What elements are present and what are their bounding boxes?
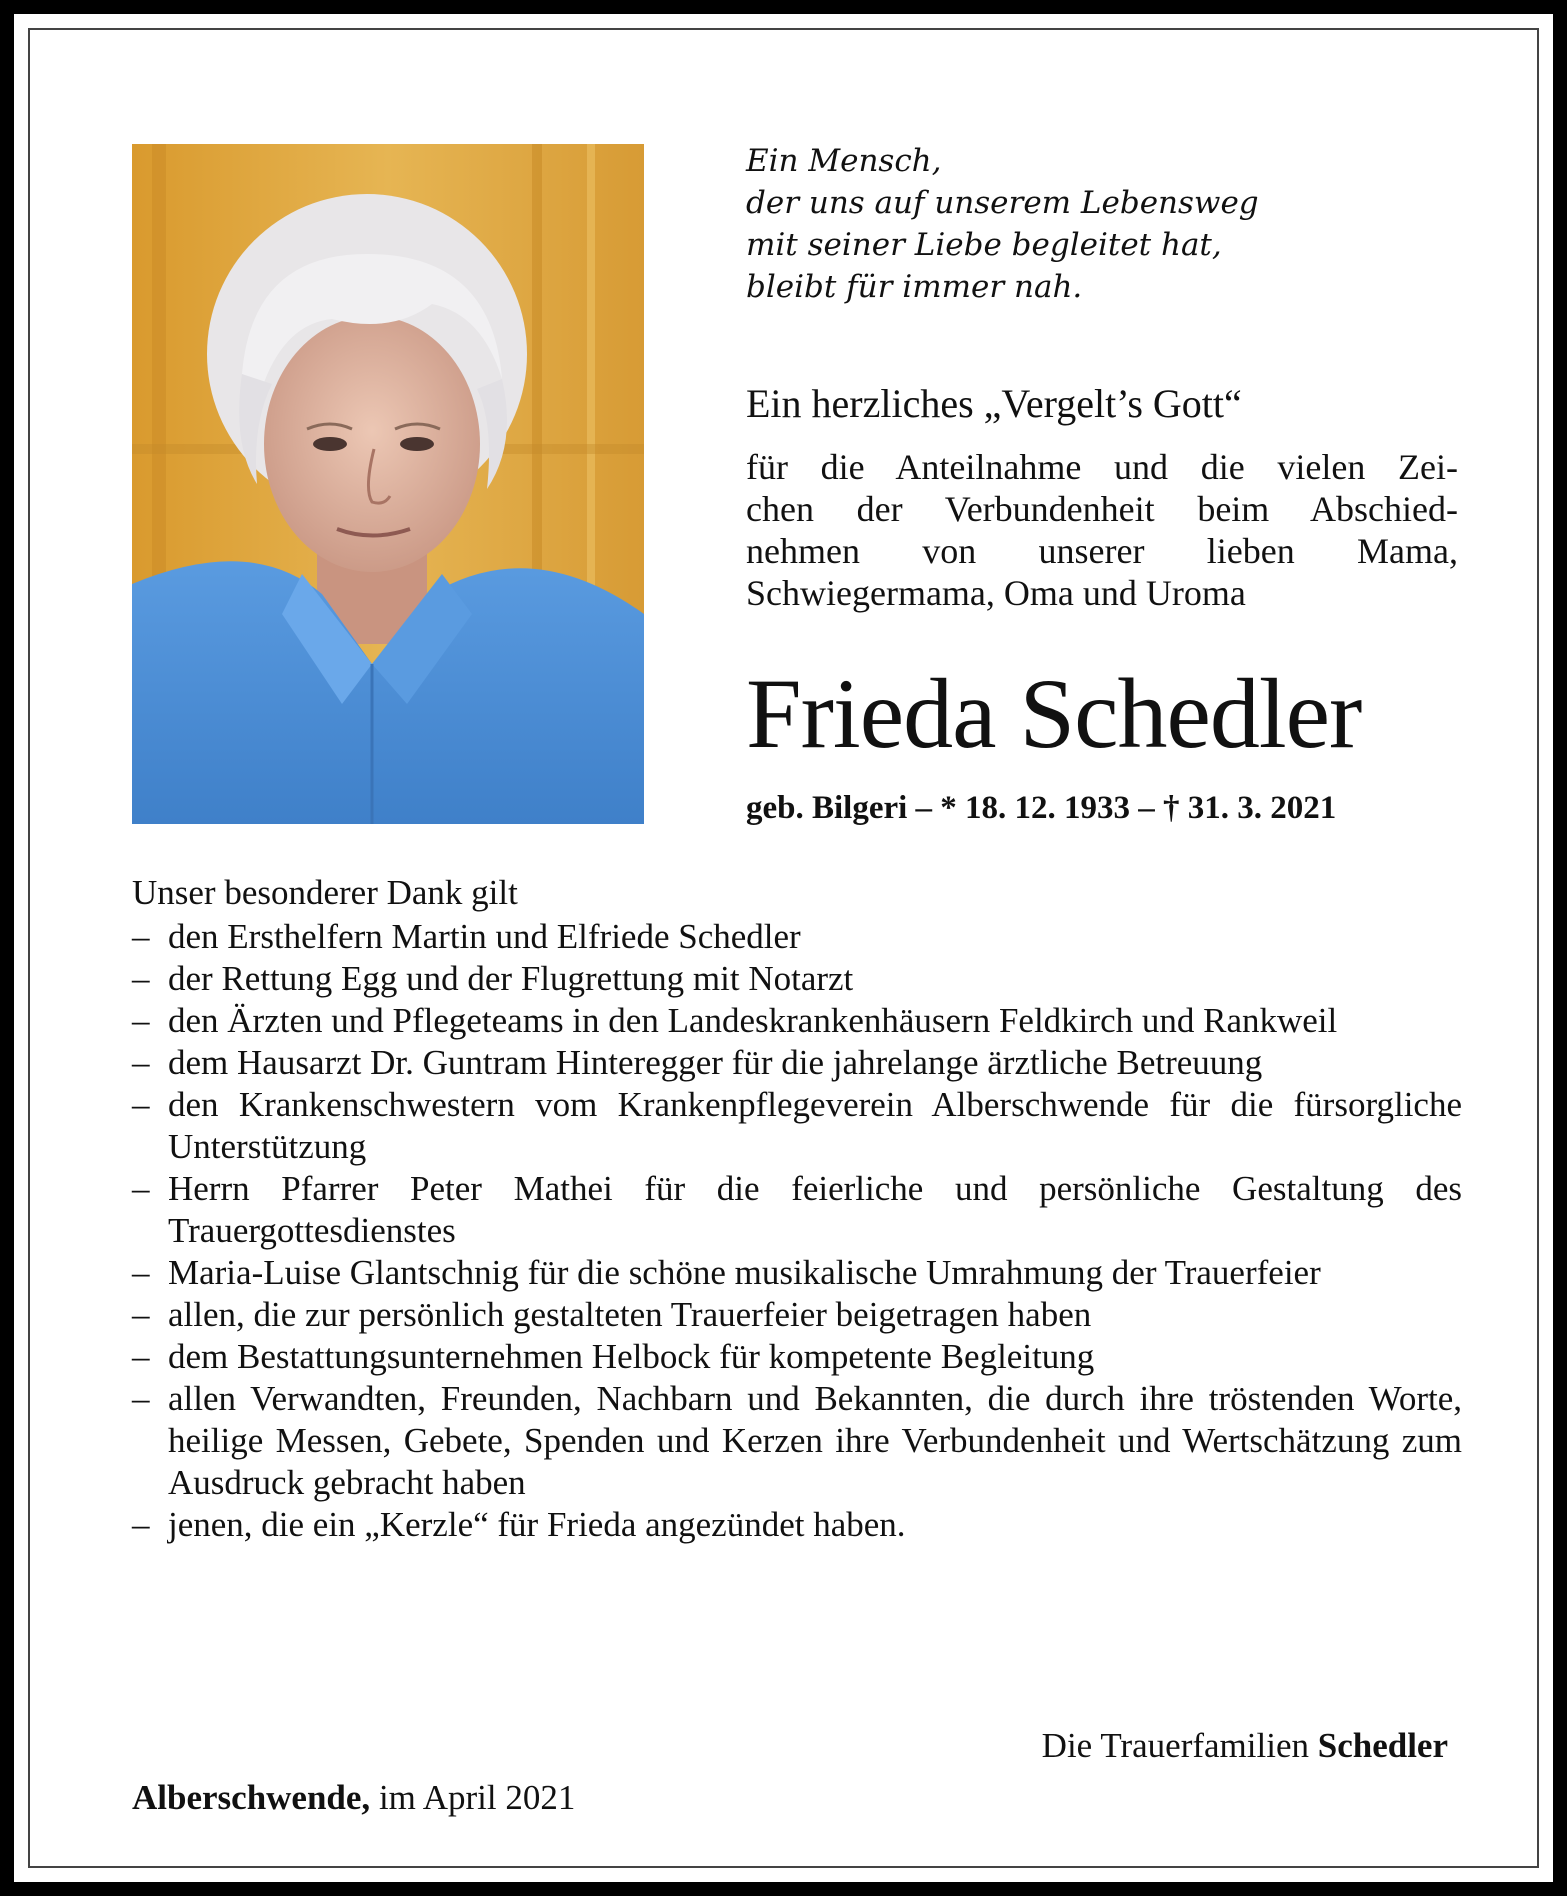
thanks-heading: Ein herzliches „Vergelt’s Gott“ (746, 381, 1242, 426)
list-item: – dem Hausarzt Dr. Guntram Hinteregger für die jahrelange ärztliche Betreuung (132, 1042, 1462, 1084)
list-item: – den Ärzten und Pflegeteams in den Landeskrankenhäusern Feldkirch und Rankweil (132, 1000, 1462, 1042)
list-item: – jenen, die ein „Kerzle“ für Frieda angezündet haben. (132, 1504, 1462, 1546)
list-item: – allen Verwandten, Freunden, Nachbarn und Bekannten, die durch ihre tröstenden Worte, heilige Messen, Gebete, Spenden und Kerzen ihre Verbundenheit und Wertschätzung zum Ausdruck gebracht haben (132, 1378, 1462, 1504)
memorial-poem (746, 140, 1458, 308)
signature-family: Schedler (1317, 1726, 1448, 1765)
family-signature (1042, 1726, 1448, 1766)
thanks-line: nehmen von unserer lieben Mama, (746, 531, 1458, 571)
list-item: – den Ersthelfern Martin und Elfriede Schedler (132, 916, 1462, 958)
list-item: – Maria-Luise Glantschnig für die schöne musikalische Umrahmung der Trauerfeier (132, 1252, 1462, 1294)
portrait-illustration (132, 144, 644, 824)
place-date (132, 1778, 575, 1818)
deceased-name: Frieda Schedler (746, 658, 1362, 769)
thanks-line: chen der Verbundenheit beim Abschied- (746, 489, 1458, 529)
poem-line: der uns auf unserem Lebensweg (746, 185, 1259, 221)
list-item: – Herrn Pfarrer Peter Mathei für die feierliche und persönliche Gestaltung des Trauergottesdienstes (132, 1168, 1462, 1252)
thanks-line: für die Anteilnahme und die vielen Zei- (746, 447, 1458, 487)
list-item: – den Krankenschwestern vom Krankenpflegeverein Alberschwende für die fürsorgliche Unterstützung (132, 1084, 1462, 1168)
list-item: – dem Bestattungsunternehmen Helbock für kompetente Begleitung (132, 1336, 1462, 1378)
life-dates: geb. Bilgeri – * 18. 12. 1933 – † 31. 3. 2021 (746, 790, 1337, 826)
acknowledgements-list (132, 916, 1462, 1546)
portrait-photo (132, 144, 644, 824)
poem-line: mit seiner Liebe begleitet hat, (746, 227, 1222, 263)
list-item: – allen, die zur persönlich gestalteten Trauerfeier beigetragen haben (132, 1294, 1462, 1336)
place-town: Alberschwende, (132, 1778, 371, 1817)
poem-block (746, 140, 1458, 308)
list-item: – der Rettung Egg und der Flugrettung mit Notarzt (132, 958, 1462, 1000)
thanks-text (746, 446, 1458, 614)
acknowledgements (132, 872, 1462, 1546)
poem-line: Ein Mensch, (746, 143, 942, 179)
thanks-line: Schwiegermama, Oma und Uroma (746, 573, 1246, 613)
poem-line: bleibt für immer nah. (746, 269, 1083, 305)
signature-prefix: Die Trauerfamilien (1041, 1726, 1309, 1765)
acknowledgements-intro: Unser besonderer Dank gilt (132, 873, 518, 912)
place-date-text: im April 2021 (378, 1778, 576, 1817)
